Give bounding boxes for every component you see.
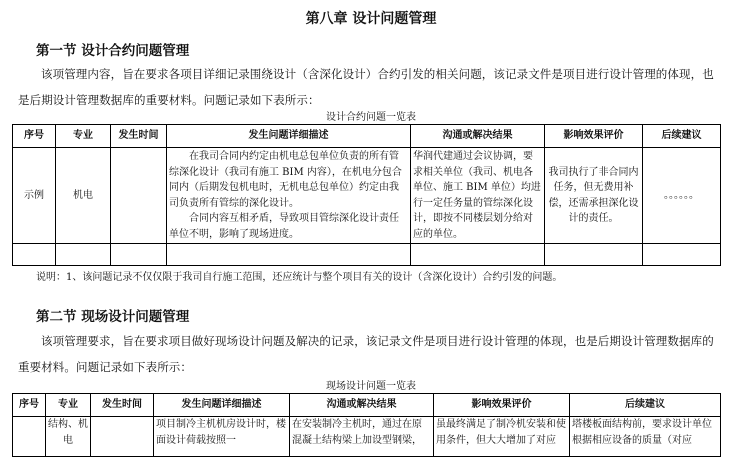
description-paragraph-1: 在我司合同内约定由机电总包单位负责的所有管综深化设计（我司有施工 BIM 内容），在机电分包合同内（后期发包机电时，无机电总包单位）约定由我司负责所有管综的深化设计。 [169, 151, 402, 209]
table-row [13, 417, 721, 457]
cell-discipline: 结构、机电 [46, 417, 91, 457]
chapter-title: 第八章 设计问题管理 [305, 11, 437, 27]
cell-description: 项目制冷主机机房设计时，楼面设计荷载按照一 [154, 417, 290, 457]
section2-paragraph: 该项管理要求，旨在要求项目做好现场设计问题及解决的记录，该记录文件是项目进行设计管理的体现，也是后期设计管理数据库的重要材料。问题记录如下表所示： [18, 334, 714, 374]
cell-time [91, 417, 154, 457]
description-paragraph-2: 合同内容互相矛盾，导致项目管综深化设计责任单位不明，影响了现场进度。 [169, 213, 399, 240]
cell-index [13, 417, 46, 457]
header-time: 发生时间 [111, 125, 167, 148]
cell-suggestion: 。。。。。。 [643, 148, 721, 244]
cell-description [167, 148, 411, 244]
table1-note: 说明：1、该问题记录不仅仅限于我司自行施工范围，还应统计与整个项目有关的设计（含深化设计）合约引发的问题。 [36, 272, 563, 283]
design-contract-issues-table [12, 124, 721, 266]
table-row-empty [13, 244, 721, 266]
cell-time [111, 148, 167, 244]
section2-title: 第二节 现场设计问题管理 [36, 309, 190, 325]
site-design-issues-table [12, 393, 721, 457]
header-evaluation: 影响效果评价 [434, 394, 570, 417]
cell-evaluation: 虽最终满足了制冷机安装和使用条件，但大大增加了对应 [434, 417, 570, 457]
table-header-row [13, 125, 721, 148]
header-time: 发生时间 [91, 394, 154, 417]
table-header-row [13, 394, 721, 417]
section1-paragraph: 该项管理内容，旨在要求各项目详细记录围绕设计（含深化设计）合约引发的相关问题，该记录文件是项目进行设计管理的体现，也是后期设计管理数据库的重要材料。问题记录如下表所示： [18, 67, 714, 107]
header-suggestion: 后续建议 [643, 125, 721, 148]
header-result: 沟通或解决结果 [411, 125, 545, 148]
cell-evaluation: 我司执行了非合同内任务，但无费用补偿，还需承担深化设计的责任。 [545, 148, 643, 244]
cell-suggestion: 塔楼板面结构前，要求设计单位根据相应设备的质量（对应 [570, 417, 721, 457]
header-discipline: 专业 [46, 394, 91, 417]
header-description: 发生问题详细描述 [167, 125, 411, 148]
table-row [13, 148, 721, 244]
header-suggestion: 后续建议 [570, 394, 721, 417]
header-index: 序号 [13, 125, 56, 148]
header-description: 发生问题详细描述 [154, 394, 290, 417]
cell-discipline: 机电 [56, 148, 111, 244]
cell-index: 示例 [13, 148, 56, 244]
header-index: 序号 [13, 394, 46, 417]
table1-caption: 设计合约问题一览表 [326, 112, 416, 123]
cell-result: 在安装制冷主机时，通过在原混凝土结构梁上加设型钢梁， [290, 417, 434, 457]
table2-caption: 现场设计问题一览表 [326, 381, 416, 392]
cell-result: 华润代建通过会议协调，要求相关单位（我司、机电各单位、施工 BIM 单位）均进行一定任务量的管综深化设计，即按不同楼层划分给对应的单位。 [411, 148, 545, 244]
section1-title: 第一节 设计合约问题管理 [36, 43, 190, 59]
header-evaluation: 影响效果评价 [545, 125, 643, 148]
header-discipline: 专业 [56, 125, 111, 148]
header-result: 沟通或解决结果 [290, 394, 434, 417]
